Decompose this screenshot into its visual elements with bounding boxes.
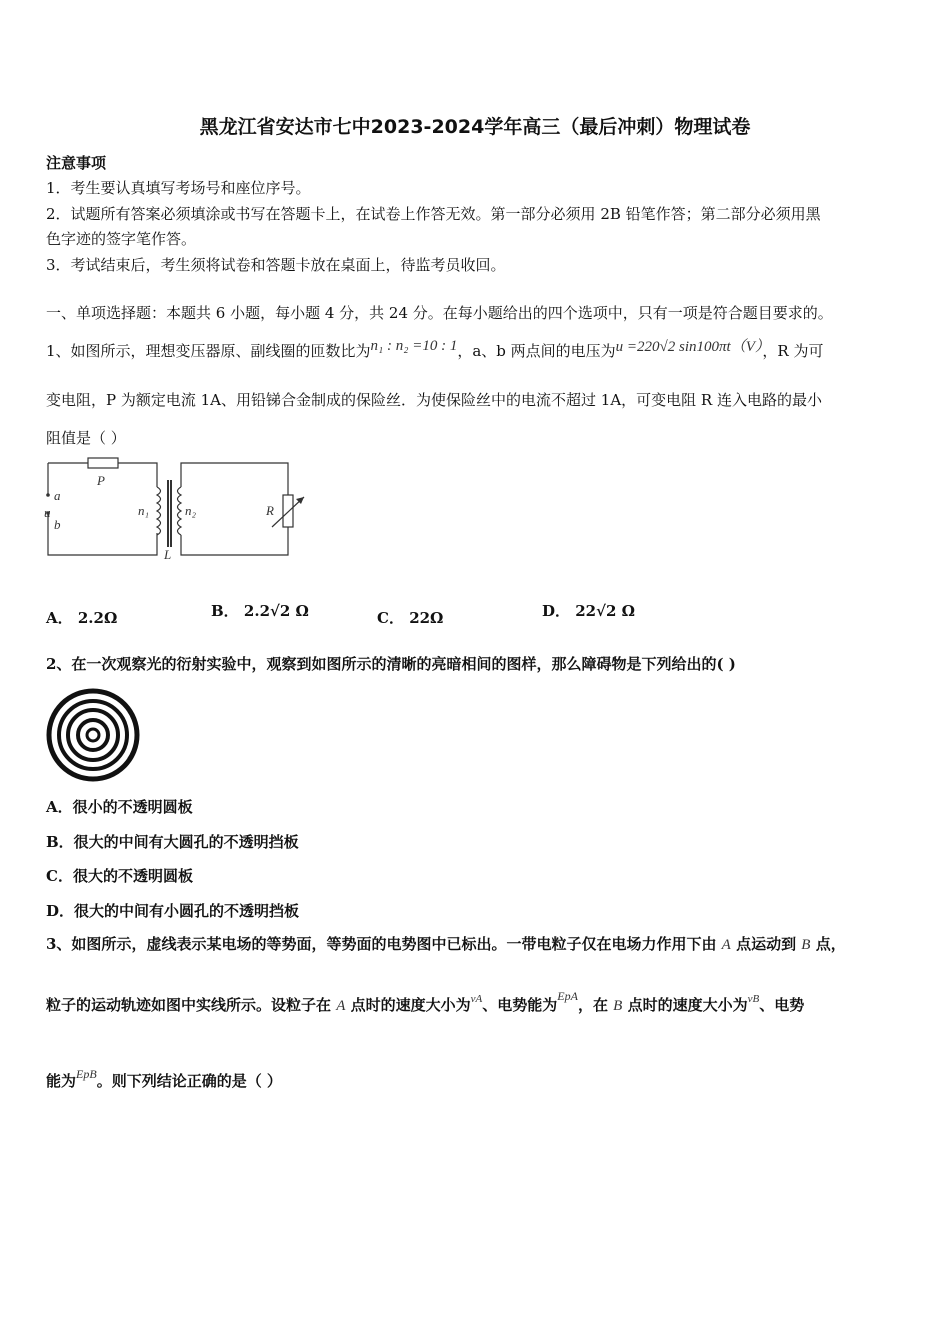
notice-heading: 注意事项 bbox=[46, 154, 107, 172]
q1-line-3: 阻值是（ ） bbox=[46, 429, 126, 447]
q1-text-1: 1、如图所示，理想变压器原、副线圈的匝数比为 bbox=[46, 342, 371, 360]
label-n1: n₁ bbox=[138, 503, 150, 518]
q3-line-1: 3、如图所示，虚线表示某电场的等势面，等势面的电势图中已标出。一带电粒子仅在电场力作用下由 A 点运动到 B 点， bbox=[46, 935, 846, 953]
notice-item-1: 1．考生要认真填写考场号和座位序号。 bbox=[46, 179, 311, 197]
energy-EpB: EpB bbox=[76, 1067, 97, 1081]
label-L: L bbox=[164, 547, 172, 562]
q1-option-d[interactable]: D． 22√2 Ω bbox=[542, 602, 635, 620]
label-P: P bbox=[97, 473, 105, 488]
resistor-symbol bbox=[283, 495, 293, 527]
label-R: R bbox=[266, 503, 274, 518]
notice-item-2: 2．试题所有答案必须填涂或书写在答题卡上，在试卷上作答无效。第一部分必须用 2B 铅笔作答；第二部分必须用黑 bbox=[46, 205, 821, 223]
energy-EpA: EpA bbox=[557, 989, 578, 1003]
q1-text-2: ，a、b 两点间的电压为 bbox=[457, 342, 616, 360]
q1-option-b[interactable]: B． 2.2√2 Ω bbox=[211, 602, 309, 620]
q1-line-1 bbox=[46, 340, 823, 361]
q1-option-c[interactable]: C． 22Ω bbox=[377, 609, 444, 627]
q1-voltage-formula: u =220√2 sin100πt（V） bbox=[615, 339, 763, 355]
point-A: A bbox=[721, 937, 731, 953]
q1-line-2: 变电阻，P 为额定电流 1A、用铅锑合金制成的保险丝．为使保险丝中的电流不超过 1A，可变电阻 R 连入电路的最小 bbox=[46, 391, 822, 409]
q1-turns-ratio: n₁ : n₂ =10 : 1 bbox=[370, 338, 458, 354]
velocity-vB: vB bbox=[747, 993, 760, 1005]
label-a: a bbox=[54, 488, 61, 503]
point-B: B bbox=[801, 937, 811, 953]
q3-line-2: 粒子的运动轨迹如图中实线所示。设粒子在 A 点时的速度大小为$^{vA}$、电势能为$^{EpA}$，在 B 点时的速度大小为$^{vB}$、电势 bbox=[46, 989, 805, 1014]
label-b: b bbox=[54, 517, 61, 532]
q1-text-3: ，R 为可 bbox=[762, 342, 824, 360]
fuse-symbol bbox=[88, 458, 118, 468]
notice-item-3: 3．考试结束后，考生须将试卷和答题卡放在桌面上，待监考员收回。 bbox=[46, 256, 506, 274]
q2-option-d[interactable]: D．很大的中间有小圆孔的不透明挡板 bbox=[46, 902, 300, 920]
q3-line-3: 能为$^{EpB}$。则下列结论正确的是（ ） bbox=[46, 1067, 282, 1090]
transformer-circuit-figure bbox=[40, 455, 330, 565]
q2-stem: 2、在一次观察光的衍射实验中，观察到如图所示的清晰的亮暗相间的图样，那么障碍物是下列给出的( ) bbox=[46, 655, 736, 673]
section-heading: 一、单项选择题：本题共 6 小题，每小题 4 分，共 24 分。在每小题给出的四个选项中，只有一项是符合题目要求的。 bbox=[46, 304, 833, 322]
label-u: u bbox=[44, 505, 51, 520]
q2-option-b[interactable]: B．很大的中间有大圆孔的不透明挡板 bbox=[46, 833, 299, 851]
diffraction-pattern-figure bbox=[46, 688, 140, 782]
q1-option-a[interactable]: A． 2.2Ω bbox=[46, 609, 118, 627]
label-n2: n₂ bbox=[185, 503, 197, 518]
velocity-vA: vA bbox=[470, 993, 483, 1005]
notice-item-2-cont: 色字迹的签字笔作答。 bbox=[46, 230, 197, 248]
q2-option-a[interactable]: A．很小的不透明圆板 bbox=[46, 798, 193, 816]
q2-option-c[interactable]: C．很大的不透明圆板 bbox=[46, 867, 193, 885]
page-title: 黑龙江省安达市七中2023-2024学年高三（最后冲刺）物理试卷 bbox=[199, 116, 751, 138]
